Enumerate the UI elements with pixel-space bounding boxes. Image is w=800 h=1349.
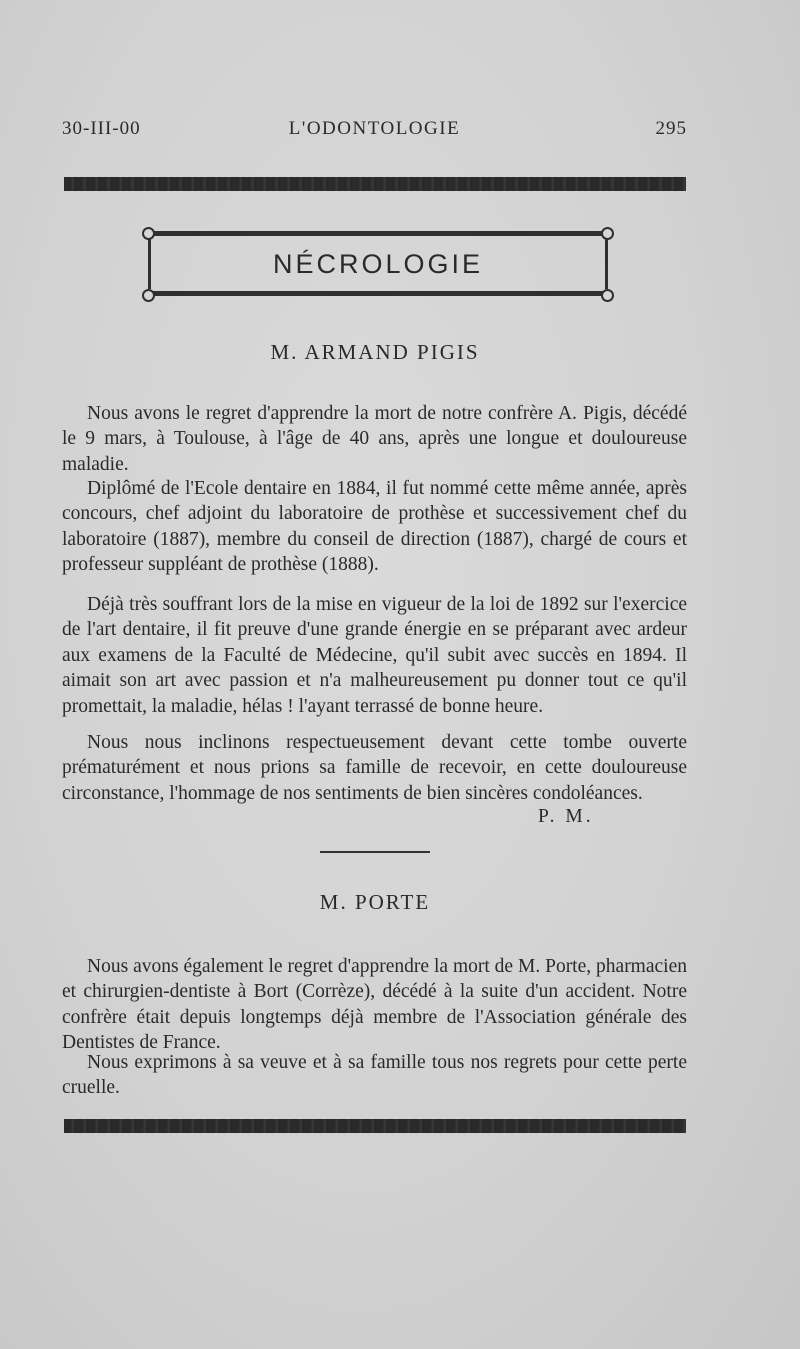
issue-date: 30-III-00 bbox=[62, 118, 141, 139]
top-ornamental-rule bbox=[64, 177, 686, 191]
section-title: NÉCROLOGIE bbox=[272, 249, 484, 279]
obituary-heading-porte: M. PORTE bbox=[319, 890, 431, 914]
obituary-paragraph: Nous avons le regret d'apprendre la mort de notre confrère A. Pigis, décédé le 9 mars, à Toulouse, à l'âge de 40 ans, après une longue et douloureuse maladie. bbox=[62, 402, 687, 475]
obituary-heading-pigis: M. ARMAND PIGIS bbox=[270, 340, 480, 364]
frame-corner-ornament bbox=[142, 289, 155, 302]
frame-corner-ornament bbox=[142, 227, 155, 240]
obituary-paragraph: Nous exprimons à sa veuve et à sa famille tous nos regrets pour cette perte cruelle. bbox=[62, 1051, 687, 1098]
frame-corner-ornament bbox=[601, 227, 614, 240]
bottom-ornamental-rule bbox=[64, 1119, 686, 1133]
frame-bottom-line bbox=[150, 291, 606, 296]
obituary-paragraph: Nous nous inclinons respectueusement devant cette tombe ouverte prématurément et nous prions sa famille de recevoir, en cette douloureuse circonstance, l'hommage de nos sentiments de bien sincères condoléances. bbox=[62, 731, 687, 804]
frame-top-line bbox=[150, 231, 606, 236]
section-divider bbox=[320, 851, 430, 853]
obituary-paragraph: Diplômé de l'Ecole dentaire en 1884, il fut nommé cette même année, après concours, chef adjoint du laboratoire de prothèse et successivement chef du laboratoire (1887), membre du conseil de direction (1887), chargé de cours et professeur suppléant de prothèse (1888). bbox=[62, 477, 687, 575]
obituary-paragraph: Déjà très souffrant lors de la mise en vigueur de la loi de 1892 sur l'exercice de l'art dentaire, il fit preuve d'une grande énergie en se préparant avec ardeur aux examens de la Faculté de Médecine, qu'il subit avec succès en 1894. Il aimait son art avec passion et n'a malheureusement pu donner tout ce qu'il promettait, la maladie, hélas ! l'ayant terrassé de bonne heure. bbox=[62, 593, 687, 717]
section-title-frame bbox=[142, 223, 614, 303]
obituary-paragraph: Nous avons également le regret d'apprendre la mort de M. Porte, pharmacien et chirurgien-dentiste à Bort (Corrèze), décédé à la suite d'un accident. Notre confrère était depuis longtemps déjà membre de l'Association générale des Dentistes de France. bbox=[62, 955, 687, 1053]
running-head bbox=[62, 118, 687, 148]
page-number: 295 bbox=[655, 118, 687, 139]
journal-title: L'ODONTOLOGIE bbox=[288, 118, 461, 139]
author-signature: P. M. bbox=[538, 806, 594, 827]
frame-corner-ornament bbox=[601, 289, 614, 302]
